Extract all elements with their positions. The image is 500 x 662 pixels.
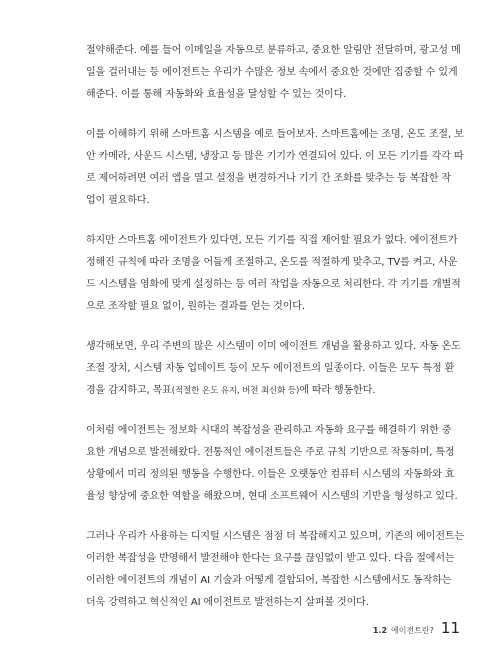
text-segment: 에 따라 행동한다. — [299, 385, 376, 396]
text-line: 그러나 우리가 사용하는 디지털 시스템은 점점 더 복잡해지고 있으며, 기존의 에이전트는 — [86, 531, 465, 542]
section-number: 1.2 — [372, 626, 388, 635]
text-line: 요한 개념으로 발전해왔다. 전통적인 에이전트들은 주로 규칙 기반으로 작동하며, 특정 — [86, 447, 455, 458]
text-line: 안 카메라, 사운드 시스템, 냉장고 등 많은 기기가 연결되어 있다. 이 모든 기기를 각각 따 — [86, 151, 464, 162]
text-line: 더욱 강력하고 혁신적인 AI 에이전트로 발전하는지 살펴볼 것이다. — [86, 597, 369, 608]
text-line: 업이 필요하다. — [86, 195, 150, 206]
text-line: 이러한 복잡성을 반영해서 발전해야 한다는 요구를 끊임없이 받고 있다. 다음 절에서는 — [86, 553, 455, 564]
text-line: 로 제어하려면 여러 앱을 열고 설정을 변경하거나 기기 간 조화를 맞추는 등 복잡한 작 — [86, 173, 452, 184]
section-title: 에이전트란? — [391, 626, 434, 635]
page-footer — [373, 619, 460, 637]
text-line-mixed — [86, 380, 415, 402]
text-line: 이를 이해하기 위해 스마트홈 시스템을 예로 들어보자. 스마트홈에는 조명, 온도 조절, 보 — [86, 129, 464, 140]
text-segment: 경을 감지하고, 목표 — [86, 385, 172, 396]
parenthetical-note: (적절한 온도 유지, 버전 최신화 등) — [171, 386, 300, 396]
text-line: 조절 장치, 시스템 자동 업데이트 등이 모두 에이전트의 일종이다. 이들은 모두 특정 환 — [86, 363, 455, 374]
text-line: 정해진 규칙에 따라 조명을 어둡게 조절하고, 온도를 적절하게 맞추고, TV를 켜고, 사운 — [86, 257, 458, 268]
paragraph-3 — [86, 230, 461, 318]
text-line: 일을 걸러내는 등 에이전트는 우리가 수많은 정보 속에서 중요한 것에만 집중할 수 있게 — [86, 67, 458, 78]
text-line: 드 시스템을 영화에 맞게 설정하는 등 여러 작업을 자동으로 처리한다. 각 기기를 개별적 — [86, 279, 461, 290]
text-line: 하지만 스마트홈 에이전트가 있다면, 모든 기기를 직접 제어할 필요가 없다. 에이전트가 — [86, 235, 458, 246]
text-line: 이러한 에이전트의 개념이 AI 기술과 어떻게 결합되어, 복잡한 시스템에서도 동작하는 — [86, 575, 452, 586]
page-number: 11 — [440, 619, 460, 637]
text-line: 생각해보면, 우리 주변의 많은 시스템이 이미 에이전트 개념을 활용하고 있다. 자동 온도 — [86, 341, 461, 352]
paragraph-5 — [86, 420, 458, 508]
paragraph-6 — [86, 526, 465, 614]
text-line: 해준다. 이를 통해 자동화와 효율성을 달성할 수 있는 것이다. — [86, 89, 347, 100]
text-line: 절약해준다. 예를 들어 이메일을 자동으로 분류하고, 중요한 알림만 전달하며, 광고성 메 — [86, 45, 461, 56]
paragraph-1 — [86, 40, 461, 106]
paragraph-4 — [86, 336, 461, 402]
text-line: 이처럼 에이전트는 정보화 시대의 복잡성을 관리하고 자동화 요구를 해결하기 위한 중 — [86, 425, 452, 436]
text-line: 상황에서 미리 정의된 행동을 수행한다. 이들은 오랫동안 컴퓨터 시스템의 자동화와 효 — [86, 469, 455, 480]
text-line: 율성 향상에 중요한 역할을 해왔으며, 현대 소프트웨어 시스템의 기반을 형성하고 있다. — [86, 491, 458, 502]
paragraph-2 — [86, 124, 464, 212]
text-line: 으로 조작할 필요 없이, 원하는 결과를 얻는 것이다. — [86, 301, 305, 312]
